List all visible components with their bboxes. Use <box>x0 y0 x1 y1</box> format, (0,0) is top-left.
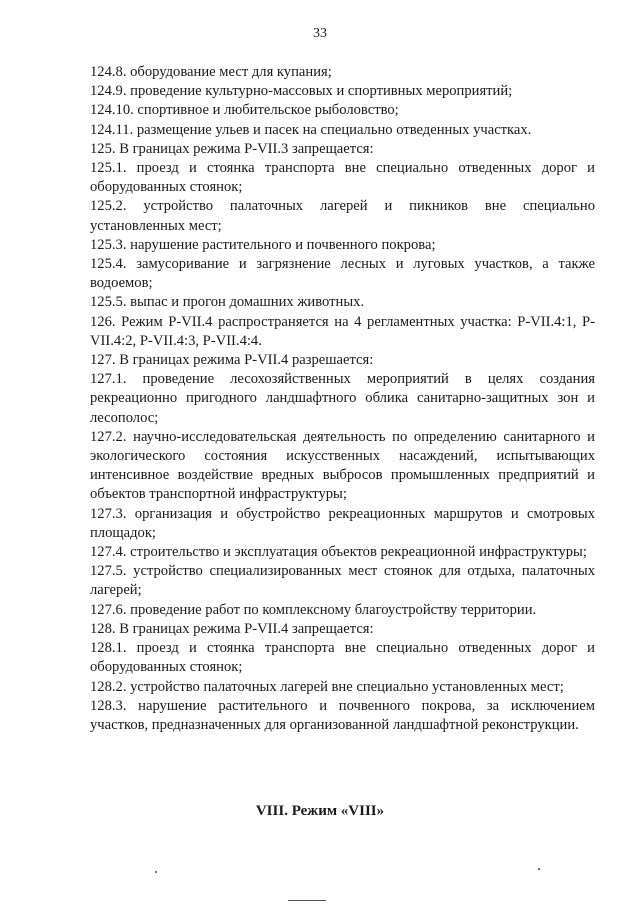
section-heading: VIII. Режим «VIII» <box>255 803 385 819</box>
paragraph-127-6: 127.6. проведение работ по комплексному благоустройству территории. <box>90 601 537 618</box>
scan-mark <box>288 900 326 901</box>
page-number: 33 <box>313 26 327 41</box>
paragraph-124-9: 124.9. проведение культурно-массовых и спортивных мероприятий; <box>90 83 513 100</box>
paragraph-125-4: 125.4. замусоривание и загрязнение лесных и луговых участков, а также водоемов; <box>90 256 595 292</box>
paragraph-124-11: 124.11. размещение ульев и пасек на специально отведенных участках. <box>90 121 532 138</box>
paragraph-128-1: 128.1. проезд и стоянка транспорта вне специально отведенных дорог и оборудованных стоянок; <box>90 640 595 676</box>
paragraph-128-3: 128.3. нарушение растительного и почвенного покрова, за исключением участков, предназначенных для организованной ландшафтной реконструкции. <box>90 697 595 733</box>
paragraph-126: 126. Режим Р-VII.4 распространяется на 4 регламентных участка: Р-VII.4:1, Р-VII.4:2, Р-VII.4:3, Р-VII.4:4. <box>90 313 595 349</box>
paragraph-125: 125. В границах режима Р-VII.3 запрещается: <box>90 140 374 157</box>
paragraph-127-4: 127.4. строительство и эксплуатация объектов рекреационной инфраструктуры; <box>90 544 587 561</box>
paragraph-124-8: 124.8. оборудование мест для купания; <box>90 64 332 80</box>
paragraph-127-3: 127.3. организация и обустройство рекреационных маршрутов и смотровых площадок; <box>90 505 595 541</box>
scan-speck <box>155 871 157 873</box>
paragraph-127-2: 127.2. научно-исследовательская деятельность по определению санитарного и экологического состояния искусственных насаждений, испытывающих интенсивное воздействие вредных выбросов промышленных предприятий и объектов транспортной инфраструктуры; <box>90 428 595 503</box>
paragraph-125-3: 125.3. нарушение растительного и почвенного покрова; <box>90 236 436 253</box>
paragraph-128: 128. В границах режима Р-VII.4 запрещается: <box>90 620 374 637</box>
paragraph-125-1: 125.1. проезд и стоянка транспорта вне специально отведенных дорог и оборудованных стоянок; <box>90 160 595 196</box>
paragraph-125-2: 125.2. устройство палаточных лагерей и пикников вне специально установленных мест; <box>90 198 595 234</box>
paragraph-128-2: 128.2. устройство палаточных лагерей вне специально установленных мест; <box>90 678 564 695</box>
paragraph-125-5: 125.5. выпас и прогон домашних животных. <box>90 294 365 311</box>
paragraph-127-5: 127.5. устройство специализированных мест стоянок для отдыха, палаточных лагерей; <box>90 563 595 599</box>
paragraph-127: 127. В границах режима Р-VII.4 разрешается: <box>90 352 374 369</box>
paragraph-124-10: 124.10. спортивное и любительское рыболовство; <box>90 102 399 119</box>
paragraph-127-1: 127.1. проведение лесохозяйственных мероприятий в целях создания рекреационно пригодного ландшафтного облика санитарно-защитных зон и лесополос; <box>90 371 595 426</box>
document-body <box>90 63 595 735</box>
scan-speck <box>538 868 540 870</box>
